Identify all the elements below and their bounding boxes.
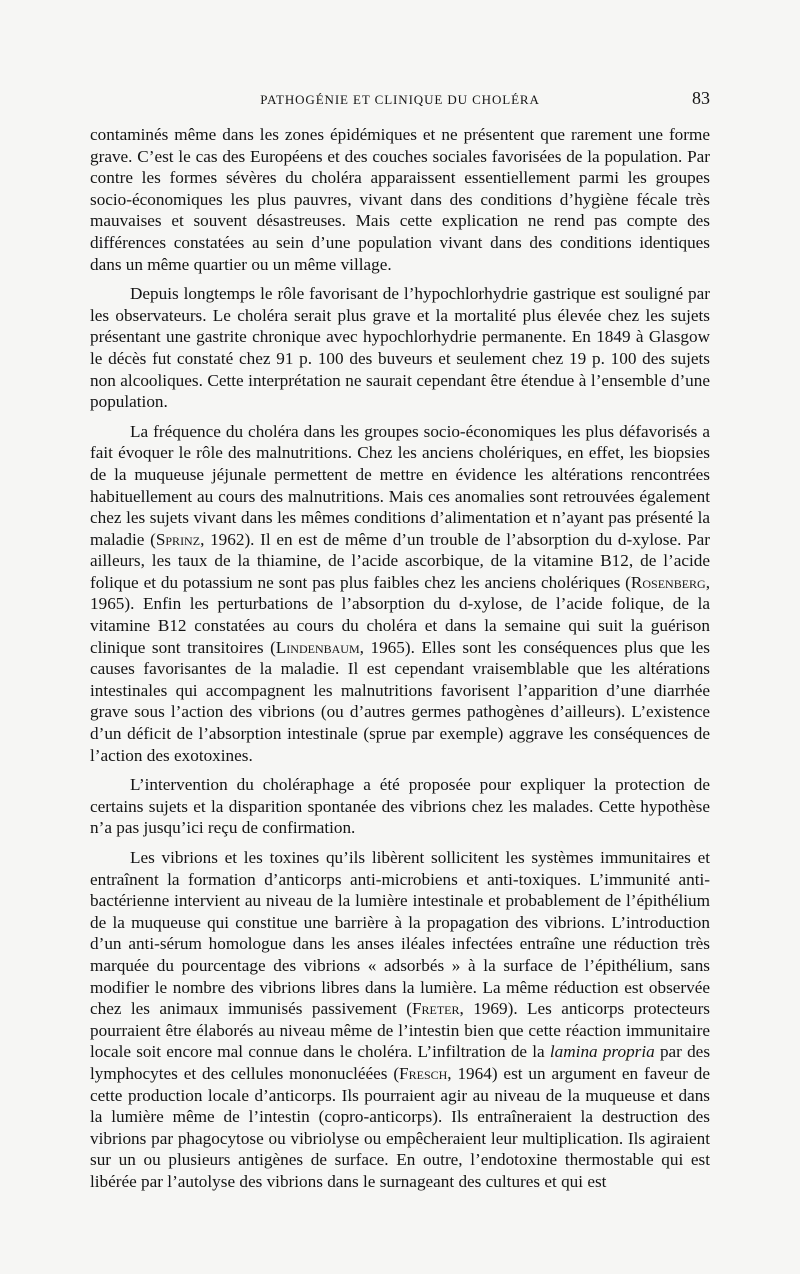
text-run: , 1962). Il en est de même d’un trouble de l’absorption du d-xylose. Par ailleurs, les taux de la thiamine, de l’acide ascorbique, de la vitamine B12, de l’acide folique et du potassium ne sont pas plus faibles chez les anciens cholériques ( (90, 529, 710, 592)
paragraph-gap (90, 413, 710, 421)
paragraph-gap (90, 839, 710, 847)
running-title: PATHOGÉNIE ET CLINIQUE DU CHOLÉRA (260, 92, 540, 107)
paragraph-5 (90, 847, 710, 1193)
text-run: Les vibrions et les toxines qu’ils libèrent sollicitent les systèmes immunitaires et entraînent la formation d’anticorps anti-microbiens et anti-toxiques. L’immunité anti-bactérienne intervient au niveau de la lumière intestinale et probablement de l’épithélium de la muqueuse qui constitue une barrière à la propagation des vibrions. L’introduction d’un anti-sérum homologue dans les anses iléales infectées entraîne une réduction très marquée du pourcentage des vibrions « adsorbés » à la surface de l’épithélium, sans modifier le nombre des vibrions libres dans la lumière. La même réduction est observée chez les animaux immunisés passivement ( (90, 848, 710, 1019)
author-citation: Lindenbaum (275, 637, 360, 657)
text-run: , 1965). Enfin les perturbations de l’absorption du d-xylose, de l’acide folique, de la vitamine B12 constatées au cours du choléra et dans la semaine qui suit la guérison clinique sont transitoires ( (90, 572, 710, 657)
text-run: , 1964) est un argument en faveur de cette production locale d’anticorps. Ils pourraient agir au niveau de la muqueuse et dans la lumière même de l’intestin (copro-anticorps). Ils entraîneraient la destruction des vibrions par phagocytose ou vibriolyse ou empêcheraient leur multiplication. Ils agiraient sur un ou plusieurs antigènes de surface. En outre, l’endotoxine thermostable qui est libérée par l’autolyse des vibrions dans le surnageant des cultures et qui est (90, 1063, 711, 1191)
paragraph-3 (90, 421, 710, 767)
paragraph-2: Depuis longtemps le rôle favorisant de l’hypochlorhydrie gastrique est souligné par les observateurs. Le choléra serait plus grave et la mortalité plus élevée chez les sujets présentant une gastrite chronique avec hypochlorhydrie permanente. En 1849 à Glasgow le décès fut constaté chez 91 p. 100 des buveurs et seulement chez 19 p. 100 des sujets non alcooliques. Cette interprétation ne saurait cependant être étendue à l’ensemble d’une population. (90, 284, 710, 412)
italic-term: lamina propria (549, 1042, 655, 1062)
paragraph-4: L’intervention du choléraphage a été proposée pour expliquer la protection de certains sujets et la disparition spontanée des vibrions chez les malades. Cette hypothèse n’a pas jusqu’ici reçu de confirmation. (90, 775, 710, 838)
text-run: , 1969). Les anticorps protecteurs pourraient être élaborés au niveau même de l’intestin bien que cette réaction immunitaire locale soit encore mal connue dans le choléra. L’infiltration de la (90, 999, 710, 1062)
author-citation: Sprinz (155, 529, 201, 549)
author-citation: Freter (411, 999, 460, 1019)
paragraph-gap (90, 766, 710, 774)
author-citation: Rosenberg (630, 572, 706, 592)
text-run: par des lymphocytes et des cellules mononucléées ( (90, 1042, 711, 1083)
paragraph-1: contaminés même dans les zones épidémiques et ne présentent que rarement une forme grave. C’est le cas des Européens et des couches sociales favorisées de la population. Par contre les formes sévères du choléra apparaissent essentiellement parmi les groupes socio-économiques les plus pauvres, vivant dans des conditions d’hygiène fécale très mauvaises et souvent désastreuses. Mais cette explication ne rend pas compte des différences constatées au sein d’une population vivant dans des conditions identiques dans un même quartier ou un même village. (90, 125, 710, 274)
page-header (90, 88, 710, 112)
text-run: La fréquence du choléra dans les groupes socio-économiques les plus défavorisés a fait évoquer le rôle des malnutritions. Chez les anciens cholériques, en effet, les biopsies de la muqueuse jéjunale permettent de mettre en évidence les altérations rencontrées habituellement au cours des malnutritions. Mais ces anomalies sont retrouvées également chez les sujets vivant dans les mêmes conditions d’alimentation et n’ayant pas présenté la maladie ( (90, 421, 710, 549)
author-citation: Fresch (399, 1063, 448, 1083)
page-number: 83 (692, 88, 710, 108)
paragraph-gap (90, 275, 710, 283)
text-run: , 1965). Elles sont les conséquences plus que les causes favorisantes de la maladie. Il est cependant vraisemblable que les altérations intestinales qui accompagnent les malnutritions favorisent l’apparition d’une diarrhée grave sous l’action des vibrions (ou d’autres germes pathogènes d’ailleurs). L’existence d’un déficit de l’absorption intestinale (sprue par exemple) aggrave les conséquences de l’action des exotoxines. (90, 637, 710, 765)
body-text (90, 124, 710, 1193)
